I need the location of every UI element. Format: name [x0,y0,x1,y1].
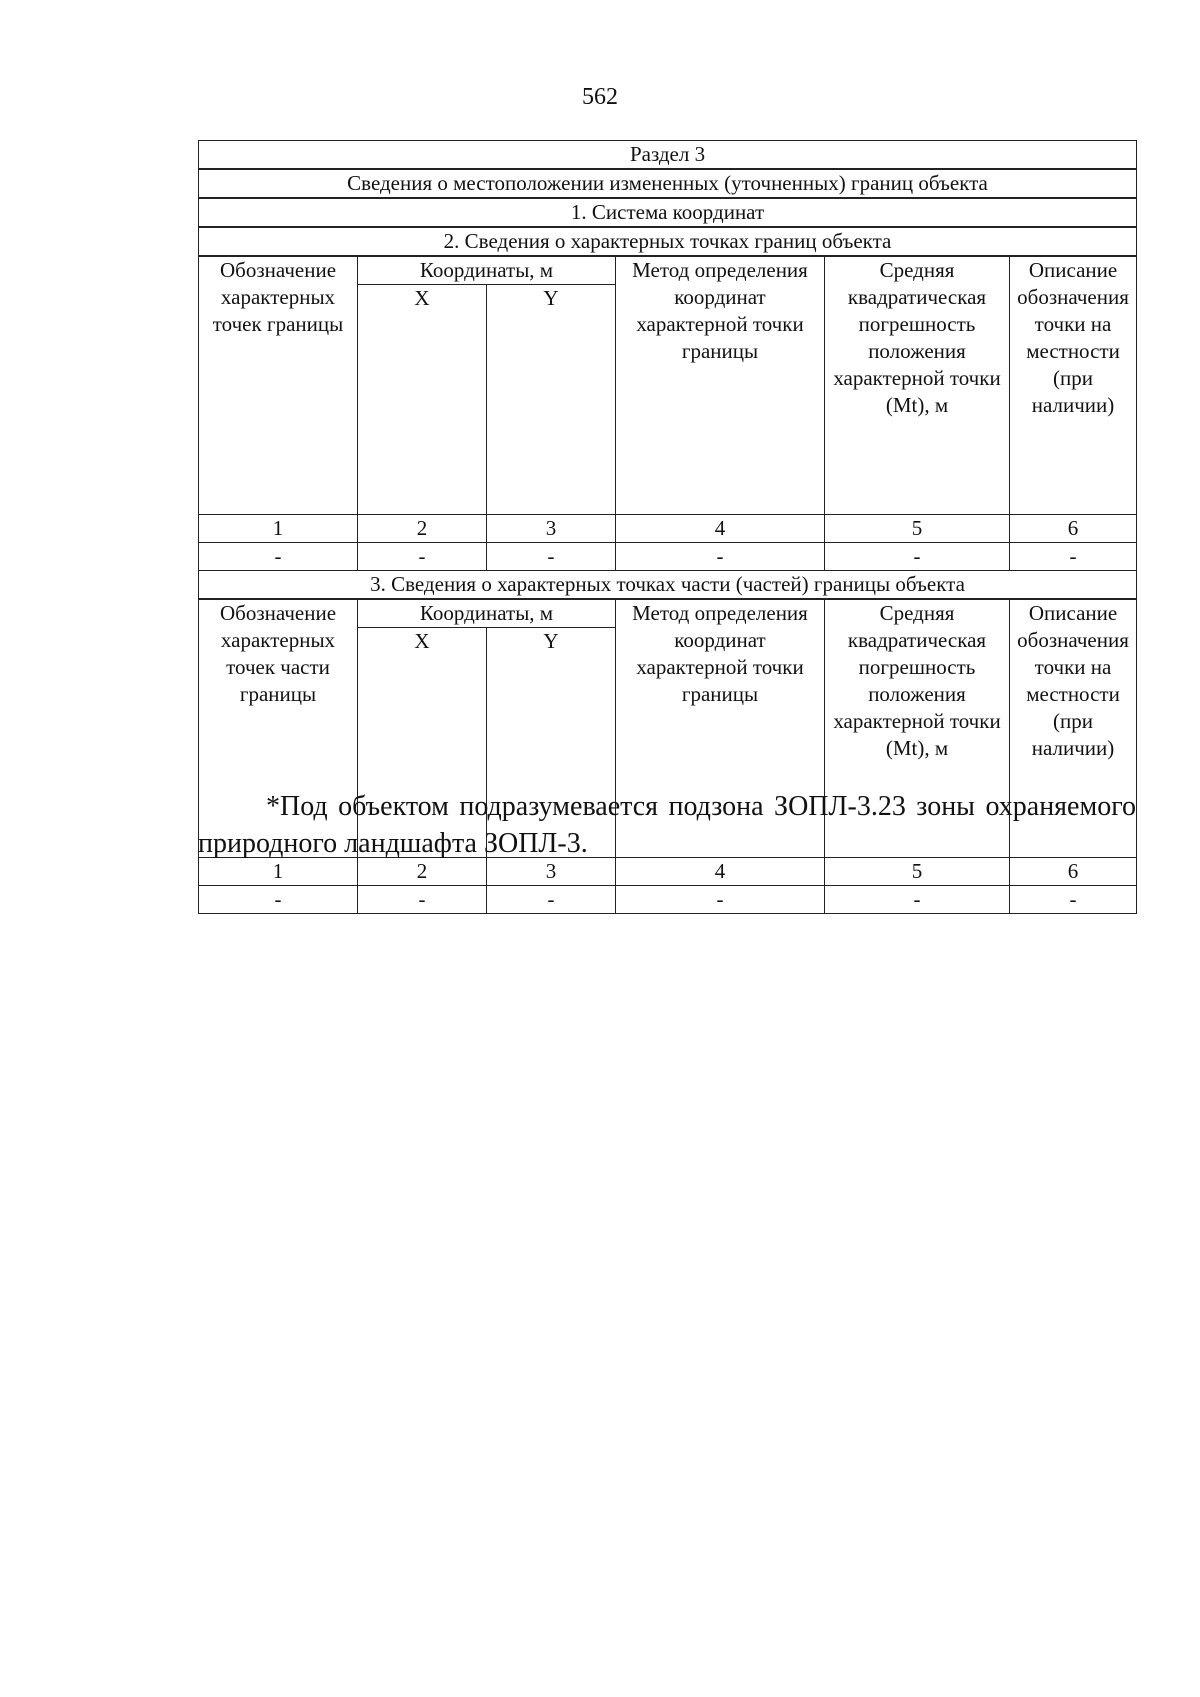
part3-col-description: Описание обозначения точки на местности (при наличии) [1010,599,1137,858]
part2-num-2: 2 [358,515,487,543]
part2-col-error: Средняя квадратическая погрешность положения характерной точки (Mt), м [825,256,1010,515]
part2-col-coordinates: Координаты, м [358,256,616,285]
part3-cell-2: - [358,886,487,914]
part2-title-row [199,227,1137,256]
part3-cell-5: - [825,886,1010,914]
part2-cell-6: - [1010,543,1137,571]
part2-col-description: Описание обозначения точки на местности (при наличии) [1010,256,1137,515]
part3-col-error: Средняя квадратическая погрешность положения характерной точки (Mt), м [825,599,1010,858]
part1-title: 1. Система координат [199,198,1137,227]
part3-col-method: Метод определения координат характерной точки границы [616,599,825,858]
part2-title: 2. Сведения о характерных точках границ объекта [199,227,1137,256]
part2-cell-4: - [616,543,825,571]
part2-num-3: 3 [487,515,616,543]
part2-col-x: X [358,285,487,515]
part3-num-1: 1 [199,858,358,886]
part2-cell-1: - [199,543,358,571]
part1-title-row [199,198,1137,227]
section-subtitle-row [199,169,1137,198]
part2-num-6: 6 [1010,515,1137,543]
part2-number-row [199,515,1137,543]
part2-cell-2: - [358,543,487,571]
part3-col-y: Y [487,628,616,858]
page-number: 562 [582,84,618,110]
part3-title-row [199,571,1137,600]
part3-cell-6: - [1010,886,1137,914]
part2-num-4: 4 [616,515,825,543]
part2-col-method: Метод определения координат характерной точки границы [616,256,825,515]
part2-col-point-designation: Обозначение характерных точек границы [199,256,358,515]
part3-cell-4: - [616,886,825,914]
section-title-row [199,141,1137,170]
part2-num-5: 5 [825,515,1010,543]
part3-num-5: 5 [825,858,1010,886]
section-subtitle: Сведения о местоположении измененных (уточненных) границ объекта [199,169,1137,198]
part3-header-row [199,599,1137,628]
part3-col-x: X [358,628,487,858]
part3-cell-3: - [487,886,616,914]
part3-title: 3. Сведения о характерных точках части (частей) границы объекта [199,571,1137,600]
section-title: Раздел 3 [199,141,1137,170]
part3-col-coordinates: Координаты, м [358,599,616,628]
part3-num-6: 6 [1010,858,1137,886]
part3-num-3: 3 [487,858,616,886]
part3-data-row [199,886,1137,914]
part2-data-row [199,543,1137,571]
part3-col-point-designation: Обозначение характерных точек части границы [199,599,358,858]
part3-num-4: 4 [616,858,825,886]
part2-col-y: Y [487,285,616,515]
part2-cell-5: - [825,543,1010,571]
part2-header-row [199,256,1137,285]
part3-num-2: 2 [358,858,487,886]
part3-cell-1: - [199,886,358,914]
part2-num-1: 1 [199,515,358,543]
part2-cell-3: - [487,543,616,571]
footnote: *Под объектом подразумевается подзона ЗОПЛ-3.23 зоны охраняемого природного ландшафта ЗОПЛ-3. [198,791,1136,859]
